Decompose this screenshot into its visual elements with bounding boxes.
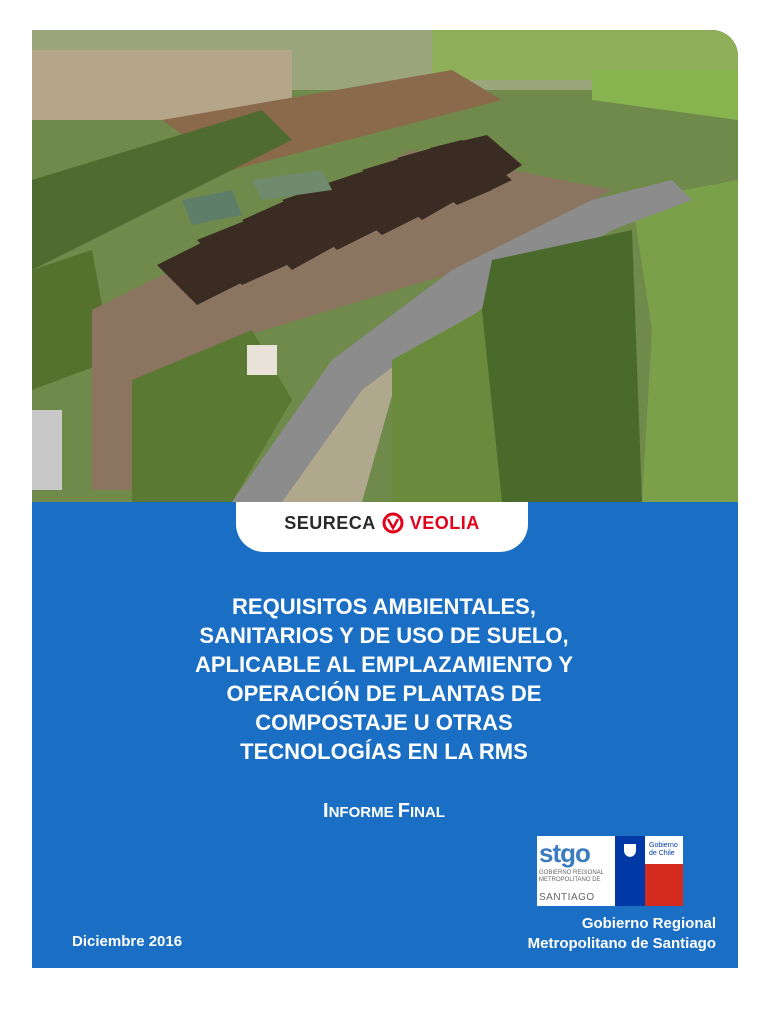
title-line: OPERACIÓN DE PLANTAS DE <box>226 681 542 706</box>
stgo-santiago: SANTIAGO <box>539 892 595 903</box>
chile-shield-icon <box>622 842 638 858</box>
title-line: SANITARIOS Y DE USO DE SUELO, <box>199 623 569 648</box>
title-line: COMPOSTAJE U OTRAS <box>255 710 513 735</box>
subtitle-cap: F <box>397 800 410 822</box>
title-line: TECNOLOGÍAS EN LA RMS <box>240 739 528 764</box>
cover-photo <box>32 30 738 502</box>
subtitle-rest: INAL <box>409 804 445 821</box>
stgo-small-line: METROPOLITANO DE <box>539 877 601 883</box>
seureca-veolia-logo <box>236 512 528 534</box>
issuer-name <box>528 914 716 954</box>
gobierno-de-chile-logo <box>615 836 683 906</box>
gobierno-de-chile-text <box>649 842 678 858</box>
flag-text-line: de Chile <box>649 850 675 857</box>
document-subtitle <box>80 800 688 823</box>
title-line: APLICABLE AL EMPLAZAMIENTO Y <box>194 652 574 677</box>
title-line: REQUISITOS AMBIENTALES, <box>232 594 536 619</box>
subtitle-rest: NFORME <box>328 804 398 821</box>
stgo-wordmark: stgo <box>539 838 590 868</box>
veolia-icon <box>382 512 404 534</box>
flag-text-line: Gobierno <box>649 842 678 849</box>
logo-tab <box>236 502 528 552</box>
stgo-small-text <box>539 870 604 884</box>
veolia-wordmark: VEOLIA <box>409 512 480 533</box>
issuer-line: Gobierno Regional <box>581 915 716 932</box>
issuer-line: Metropolitano de Santiago <box>527 935 716 952</box>
subtitle-cap: I <box>323 800 329 822</box>
publication-date: Diciembre 2016 <box>72 933 183 950</box>
stgo-small-line: GOBIERNO REGIONAL <box>539 870 605 876</box>
document-title <box>80 592 688 766</box>
flag-red-band <box>645 864 683 906</box>
stgo-gobierno-logo <box>537 836 683 906</box>
seureca-wordmark: SEURECA <box>284 512 376 533</box>
stgo-logo <box>537 836 607 906</box>
